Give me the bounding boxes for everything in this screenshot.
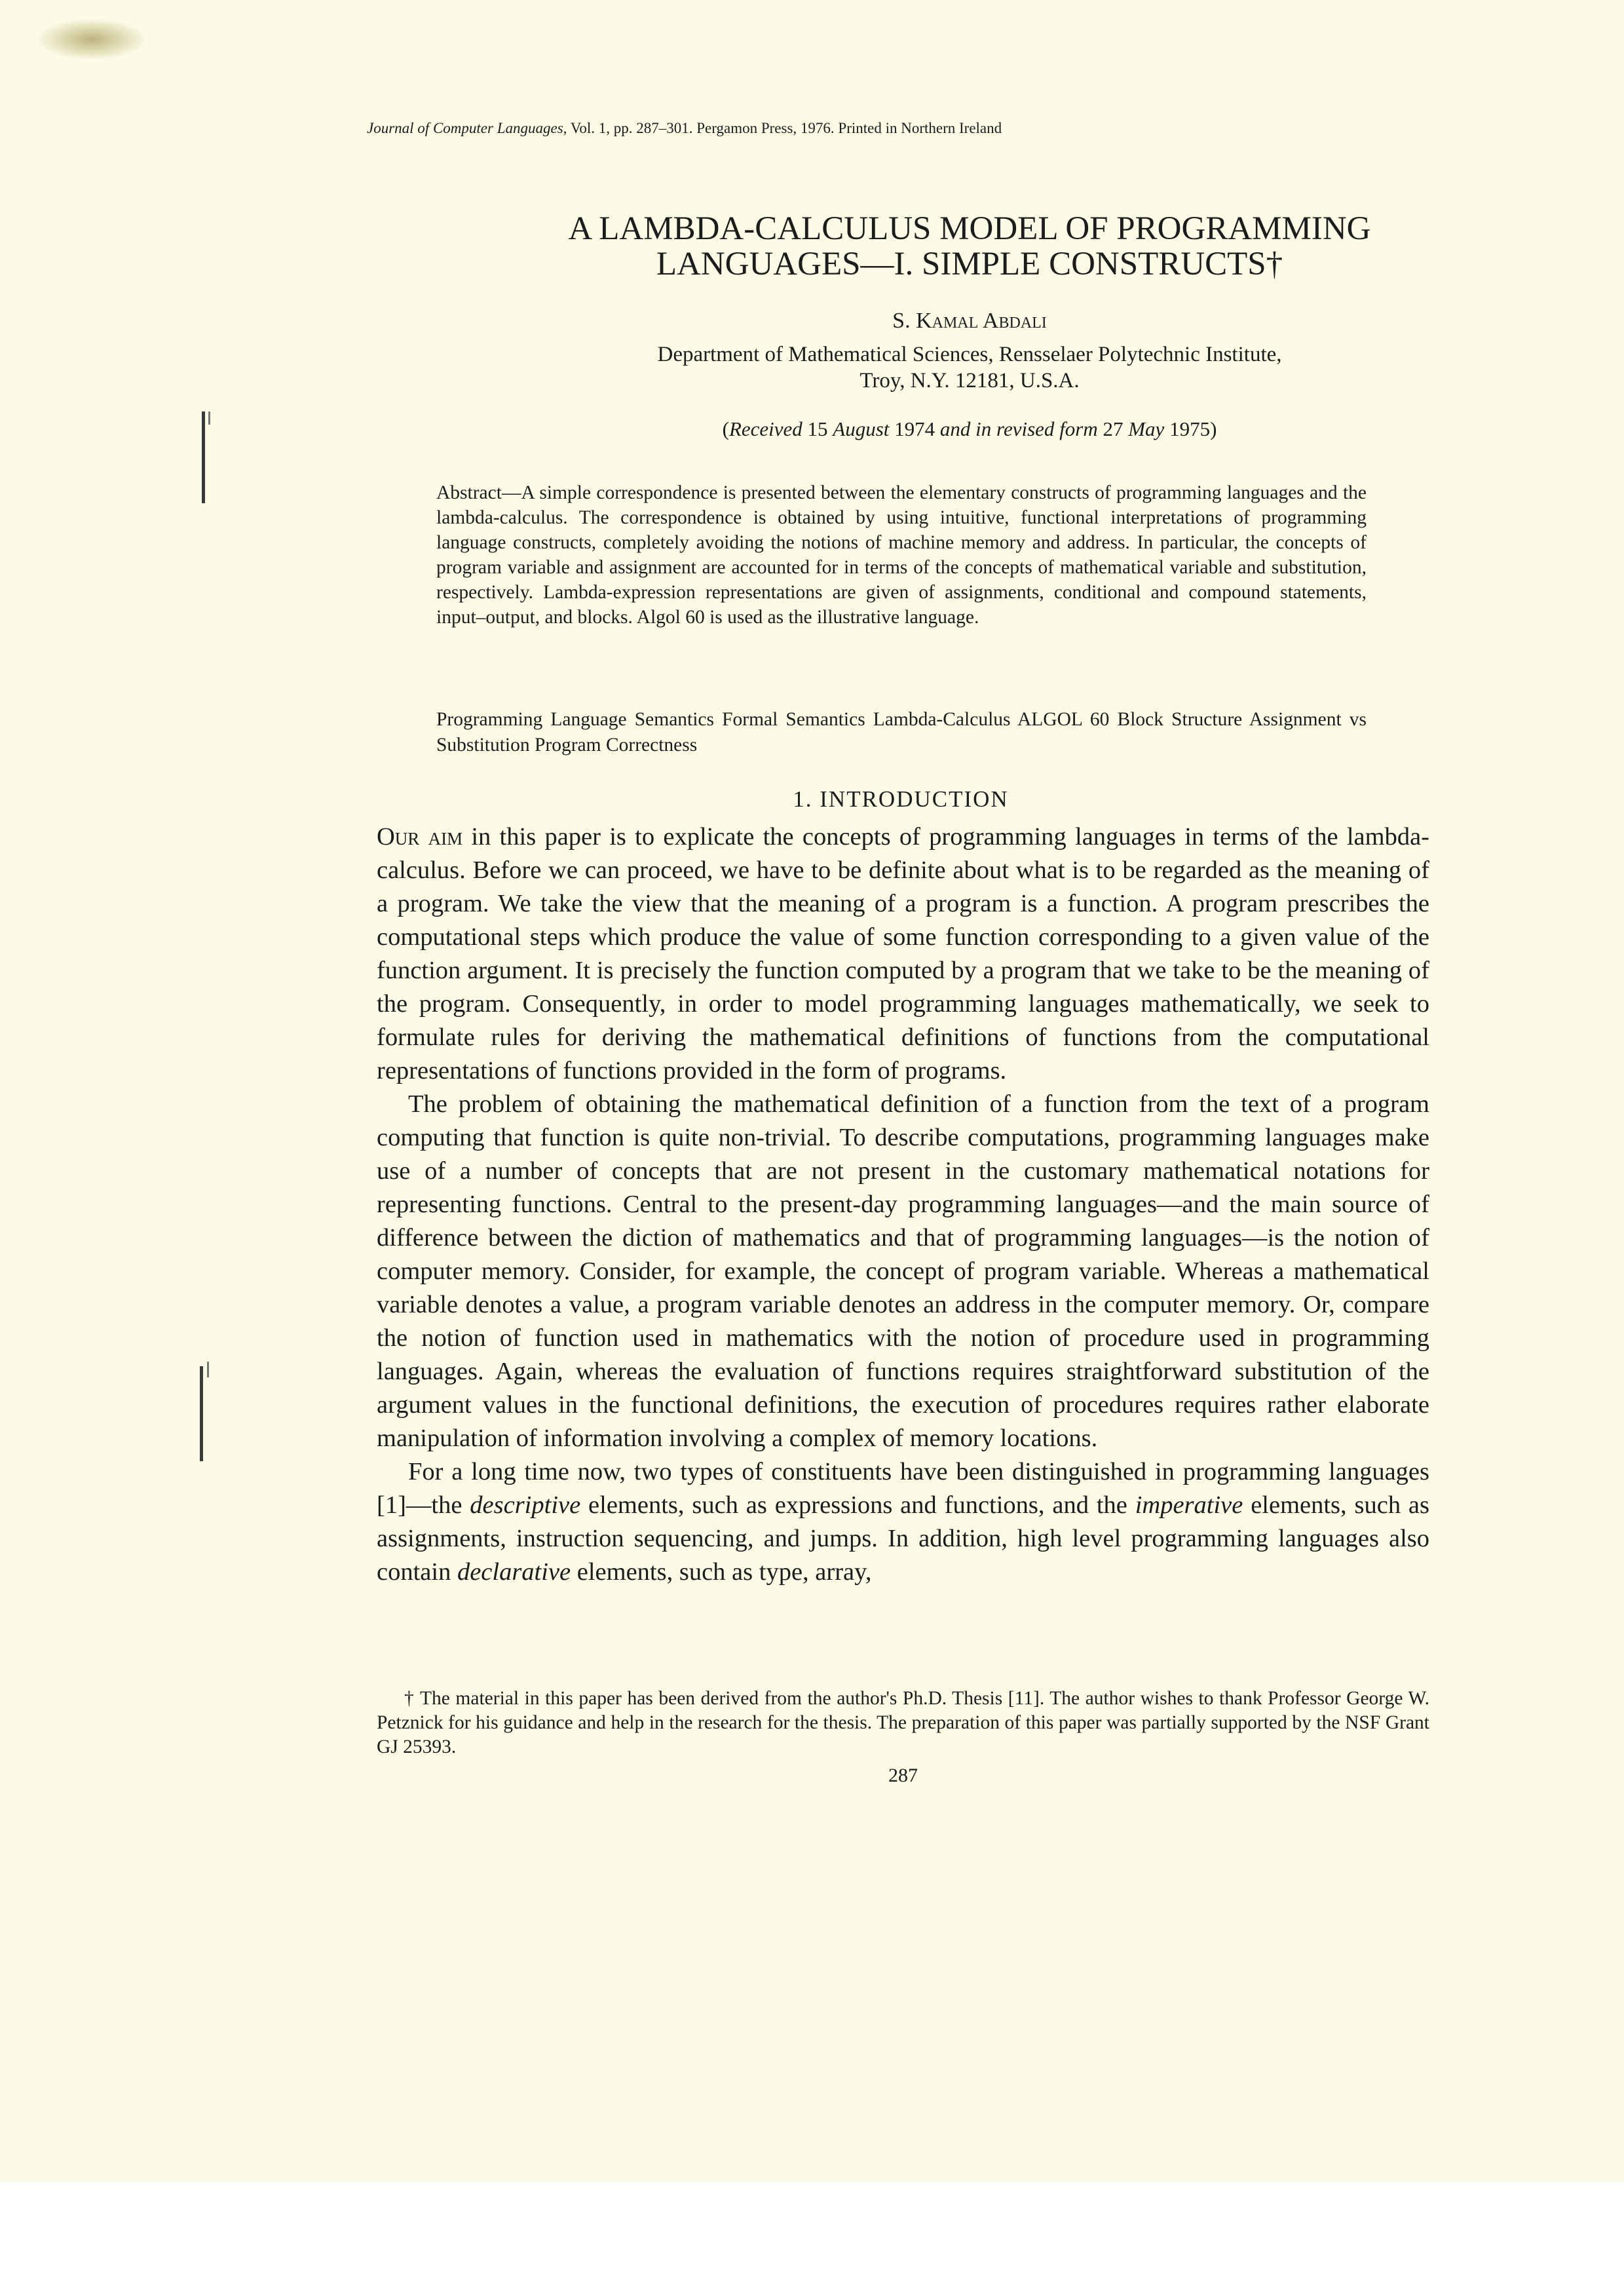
scan-white-border [0, 2182, 1624, 2296]
abstract-text: —A simple correspondence is presented between the elementary constructs of programming languages and the lambda-calculus. The correspondence is obtained by using intuitive, functional interpretations of programming language constructs, completely avoiding the notions of machine memory and address. In particular, the concepts of program variable and assignment are accounted for in terms of the concepts of mathematical variable and substitution, respectively. Lambda-expression representations are given of assignments, conditional and compound statements, input–output, and blocks. Algol 60 is used as the illustrative language. [436, 482, 1367, 628]
affiliation-line-1: Department of Mathematical Sciences, Rensselaer Polytechnic Institute, [657, 343, 1282, 366]
binding-mark-lower-tick [207, 1362, 209, 1377]
abstract [436, 480, 1367, 630]
page-number: 287 [888, 1765, 918, 1786]
paper-title [380, 211, 1559, 282]
scan-smudge-top-left [39, 20, 144, 59]
term-imperative: imperative [1135, 1491, 1243, 1519]
author-affiliation [380, 341, 1559, 394]
intro-paragraph-1: Our aim in this paper is to explicate the concepts of programming languages in terms of the lambda-calculus. Before we can proceed, we have to be definite about what is to be regarded as the meaning of a program. We take the view that the meaning of a program is a function. A program prescribes the computational steps which produce the value of some function corresponding to a given value of the function argument. It is precisely the function computed by a program that we take to be the meaning of the program. Consequently, in order to model programming languages mathematically, we seek to formulate rules for deriving the mathematical definitions of functions from the computational representations of functions provided in the form of programs. [377, 823, 1429, 1084]
binding-mark-lower [200, 1366, 203, 1461]
affiliation-line-2: Troy, N.Y. 12181, U.S.A. [859, 369, 1080, 392]
binding-mark-upper [202, 411, 205, 503]
received-label: Received [728, 417, 803, 440]
journal-name: Journal of Computer Languages, [367, 120, 567, 136]
journal-header [367, 120, 1284, 137]
intro-paragraph-2: The problem of obtaining the mathematical definition of a function from the text of a program computing that function is quite non-trivial. To describe computations, programming languages make use of a number of concepts that are not present in the customary mathematical notations for representing functions. Central to the present-day programming languages—and the main source of difference between the diction of mathematics and that of programming languages—is the notion of computer memory. Consider, for example, the concept of program variable. Whereas a mathematical variable denotes a value, a program variable denotes an address in the computer memory. Or, compare the notion of function used in mathematics with the notion of procedure used in programming languages. Again, whereas the evaluation of functions requires straightforward substitution of the argument values in the functional definitions, the execution of procedures requires rather elaborate manipulation of information involving a complex of memory locations. [377, 1090, 1429, 1452]
title-line-2: LANGUAGES—I. SIMPLE CONSTRUCTS† [656, 246, 1283, 282]
received-dates: (Received 15 August 1974 and in revised form 27 May 1975) [722, 417, 1217, 440]
section-heading-introduction: 1. INTRODUCTION [793, 786, 1009, 812]
revised-label: and in revised form [939, 417, 1098, 440]
footnote: † The material in this paper has been derived from the author's Ph.D. Thesis [11]. The author wishes to thank Professor George W. Petznick for his guidance and help in the research for the thesis. The preparation of this paper was partially supported by the NSF Grant GJ 25393. [377, 1688, 1429, 1757]
keywords: Programming Language Semantics Formal Semantics Lambda-Calculus ALGOL 60 Block Structure Assignment vs Substitution Program Correctness [436, 709, 1367, 756]
author-name: S. Kamal Abdali [892, 309, 1047, 333]
binding-mark-upper-tick [208, 411, 210, 425]
term-descriptive: descriptive [470, 1491, 581, 1519]
intro-lead-words: Our aim [377, 823, 463, 851]
introduction-body [377, 820, 1429, 1589]
term-declarative: declarative [457, 1558, 571, 1586]
title-line-1: A LAMBDA-CALCULUS MODEL OF PROGRAMMING [568, 210, 1371, 247]
intro-paragraph-3: For a long time now, two types of constituents have been distinguished in programming languages [1]—the descriptive elements, such as expressions and functions, and the imperative elements, such as assignments, instruction sequencing, and jumps. In addition, high level programming languages also contain declarative elements, such as type, array, [377, 1458, 1429, 1586]
journal-citation: Vol. 1, pp. 287–301. Pergamon Press, 1976. Printed in Northern Ireland [567, 120, 1002, 136]
abstract-label: Abstract [436, 482, 502, 503]
